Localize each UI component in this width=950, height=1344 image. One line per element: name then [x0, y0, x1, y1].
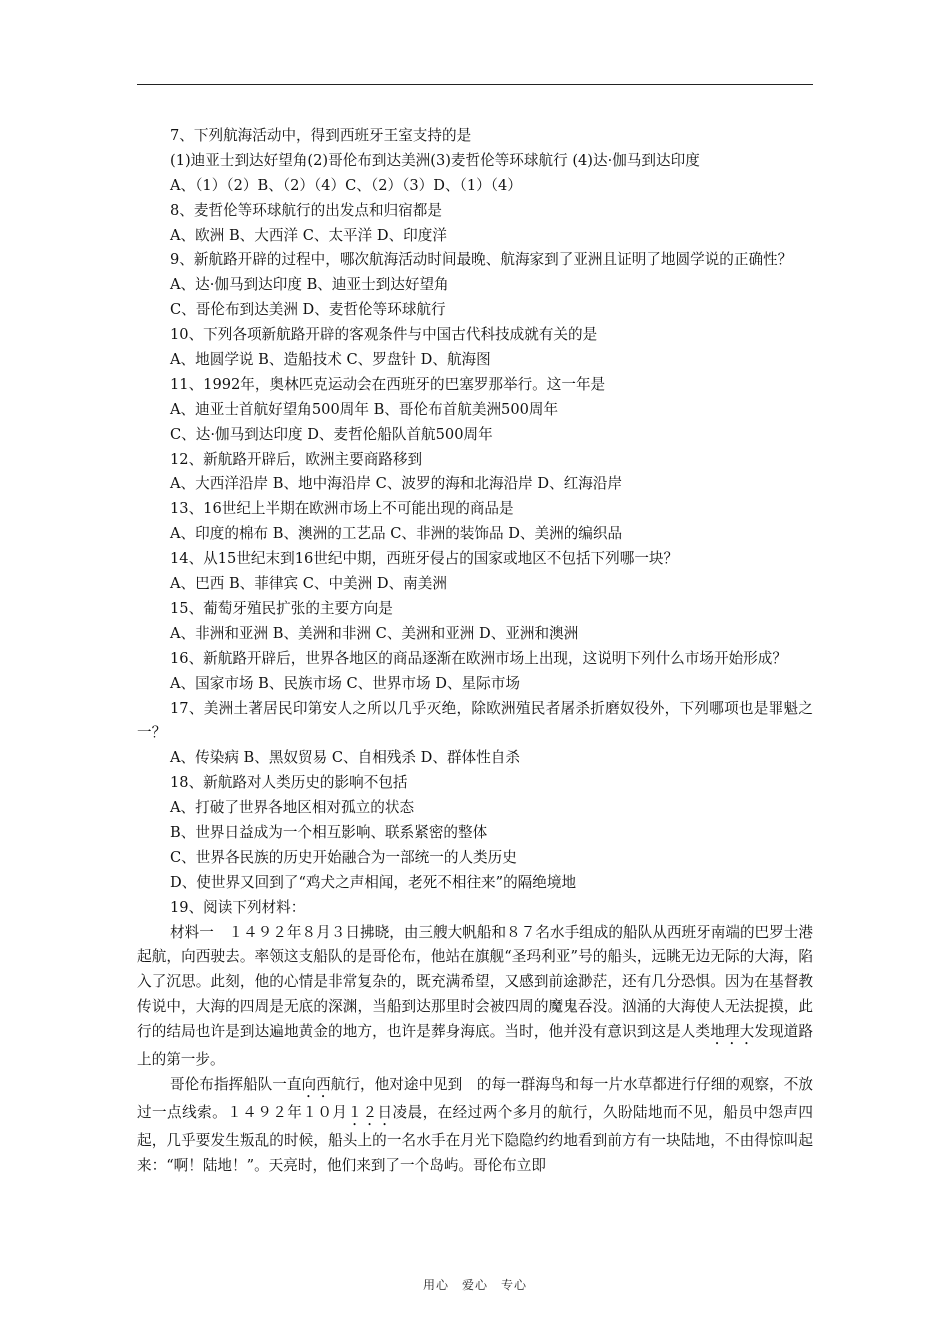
question-14: 14、从15世纪末到16世纪中期，西班牙侵占的国家或地区不包括下列哪一块？ [170, 550, 679, 568]
question-16-options: A、国家市场 B、民族市场 C、世界市场 D、星际市场 [170, 674, 520, 692]
document-body [137, 124, 813, 1179]
question-9-options-c: C、哥伦布到达美洲 D、麦哲伦等环球航行 [170, 301, 446, 319]
question-17: 17、美洲土著居民印第安人之所以几乎灭绝，除欧洲殖民者屠杀折磨奴役外，下列哪项也是罪魁之一？ [137, 699, 813, 742]
question-18-option-d: D、使世界又回到了“鸡犬之声相闻，老死不相往来”的隔绝境地 [170, 873, 577, 891]
question-10: 10、下列各项新航路开辟的客观条件与中国古代科技成就有关的是 [170, 326, 598, 344]
header-rule [137, 84, 813, 85]
question-13: 13、16世纪上半期在欧洲市场上不可能出现的商品是 [170, 500, 514, 518]
question-18-option-a: A、打破了世界各地区相对孤立的状态 [170, 799, 415, 817]
para2-emphasis-date: １２日 [347, 1104, 393, 1122]
para2-text-c: 凌晨，在经过两个多月的航行，久盼陆地而不见，船员中怨声四起，几乎要发生叛乱的时候，船头上的一名水手在月光下隐隐约约地看到前方有一块陆地，不由得惊叫起来：“啊！陆地！”。天亮时，他们来到了一个岛屿。哥伦布立即 [137, 1104, 813, 1174]
question-8-options: A、欧洲 B、大西洋 C、太平洋 D、印度洋 [170, 226, 447, 244]
material-2-paragraph [137, 1073, 813, 1179]
material-1-paragraph [137, 921, 813, 1074]
question-8: 8、麦哲伦等环球航行的出发点和归宿都是 [170, 201, 442, 219]
para2-text-a: 哥伦布指挥船队一直 [170, 1076, 302, 1094]
question-18: 18、新航路对人类历史的影响不包括 [170, 774, 408, 792]
question-9: 9、新航路开辟的过程中，哪次航海活动时间最晚、航海家到了亚洲且证明了地圆学说的正确性？ [170, 251, 793, 269]
question-7-items: (1)迪亚士到达好望角(2)哥伦布到达美洲(3)麦哲伦等环球航行 (4)达·伽马到达印度 [170, 151, 700, 169]
question-14-options: A、巴西 B、菲律宾 C、中美洲 D、南美洲 [170, 575, 447, 593]
page-footer: 用心 爱心 专心 [422, 1278, 527, 1292]
question-15: 15、葡萄牙殖民扩张的主要方向是 [170, 599, 393, 617]
question-11-options-a: A、迪亚士首航好望角500周年 B、哥伦布首航美洲500周年 [170, 400, 559, 418]
question-7-options: A、（1）（2）B、（2）（4）C、（2）（3）D、（1）（4） [170, 176, 522, 194]
question-7: 7、下列航海活动中，得到西班牙王室支持的是 [170, 127, 472, 144]
para2-emphasis-direction: 向西 [301, 1076, 331, 1094]
question-16: 16、新航路开辟后，世界各地区的商品逐渐在欧洲市场上出现，这说明下列什么市场开始形成？ [170, 649, 787, 667]
question-11: 11、1992年，奥林匹克运动会在西班牙的巴塞罗那举行。这一年是 [170, 375, 606, 393]
question-19: 19、阅读下列材料： [170, 898, 306, 916]
material-1-emphasis: 地理大 [710, 1023, 755, 1041]
material-1-end: 发现道路上的第一步。 [137, 1023, 813, 1069]
question-13-options: A、印度的棉布 B、澳洲的工艺品 C、非洲的装饰品 D、美洲的编织品 [170, 525, 623, 543]
question-18-option-b: B、世界日益成为一个相互影响、联系紧密的整体 [170, 824, 488, 841]
question-10-options: A、地圆学说 B、造船技术 C、罗盘针 D、航海图 [170, 351, 491, 369]
question-18-option-c: C、世界各民族的历史开始融合为一部统一的人类历史 [170, 848, 517, 866]
question-17-options: A、传染病 B、黑奴贸易 C、自相残杀 D、群体性自杀 [170, 749, 520, 767]
question-11-options-c: C、达·伽马到达印度 D、麦哲伦船队首航500周年 [170, 425, 493, 443]
question-15-options: A、非洲和亚洲 B、美洲和非洲 C、美洲和亚洲 D、亚洲和澳洲 [170, 624, 579, 642]
question-12-options: A、大西洋沿岸 B、地中海沿岸 C、波罗的海和北海沿岸 D、红海沿岸 [170, 475, 623, 493]
question-9-options-a: A、达·伽马到达印度 B、迪亚士到达好望角 [170, 276, 449, 294]
para2-text-b: 航行，他对途中见到 的每一群海鸟和每一片水草都进行仔细的观察，不放过一点线索。１４９２年１０月 [137, 1076, 813, 1122]
question-12: 12、新航路开辟后，欧洲主要商路移到 [170, 450, 423, 468]
material-1-text: 材料一 １４９２年８月３日拂晓，由三艘大帆船和８７名水手组成的船队从西班牙南端的巴罗士港起航，向西驶去。率领这支船队的是哥伦布，他站在旗舰“圣玛利亚”号的船头，远眺无边无际的大海，陷入了沉思。此刻，他的心情是非常复杂的，既充满希望，又感到前途渺茫，还有几分恐惧。因为在基督教传说中，大海的四周是无底的深渊，当船到达那里时会被四周的魔鬼吞没。汹涌的大海使人无法捉摸，此行的结局也许是到达遍地黄金的地方，也许是葬身海底。当时，他并没有意识到这是人类 [137, 923, 813, 1041]
